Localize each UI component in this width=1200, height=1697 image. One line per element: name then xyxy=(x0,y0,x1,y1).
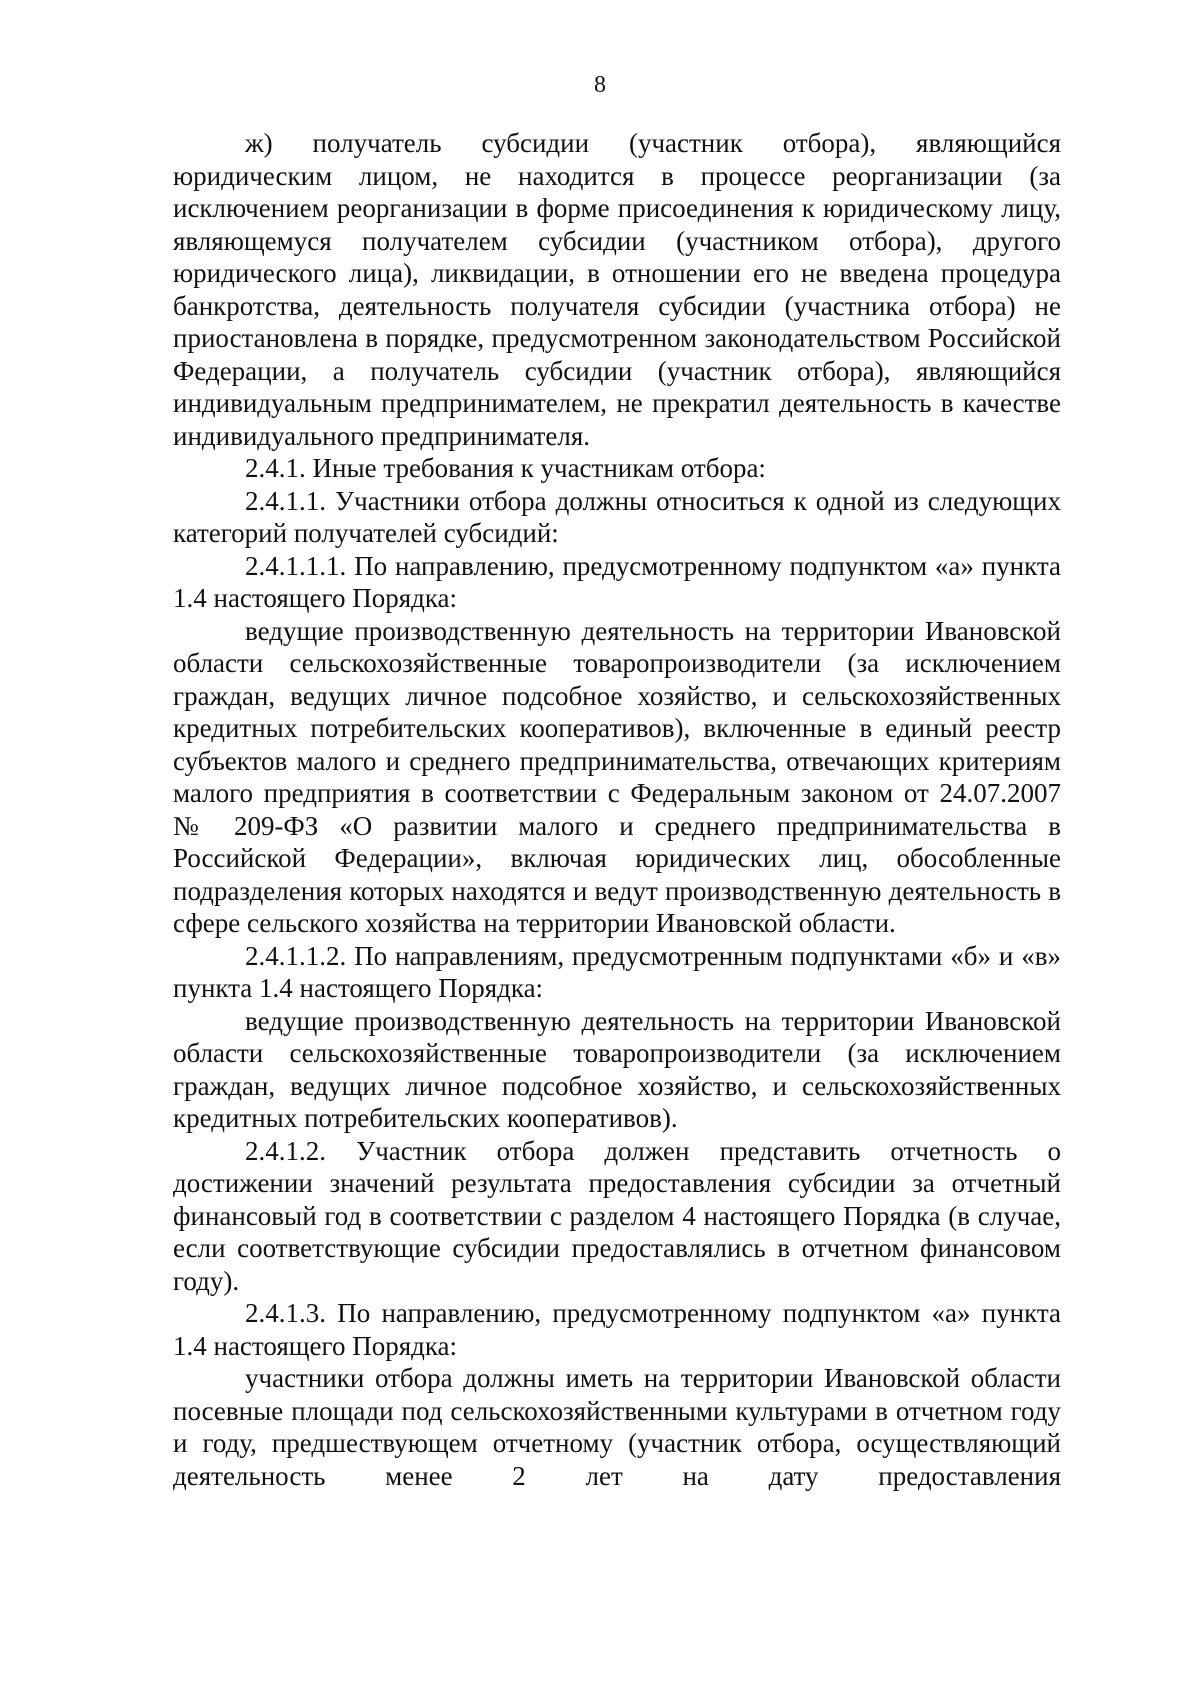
paragraph-zh-recipient-status: ж) получатель субсидии (участник отбора), являющийся юридическим лицом, не находится в процессе реорганизации (за исключением реорганизации в форме присоединения к юридическому лицу, являющемуся получателем субсидии (участником отбора), другого юридического лица), ликвидации, в отношении его не введена процедура банкротства, деятельность получателя субсидии (участника отбора) не приостановлена в порядке, предусмотренном законодательством Российской Федерации, а получатель субсидии (участник отбора), являющийся индивидуальным предпринимателем, не прекратил деятельность в качестве индивидуального предпринимателя. xyxy=(173,128,1061,451)
paragraph-small-enterprise-criteria: ведущие производственную деятельность на территории Ивановской области сельскохозяйственные товаропроизводители (за исключением граждан, ведущих личное подсобное хозяйство, и сельскохозяйственных кредитных потребительских кооперативов), включенные в единый реестр субъектов малого и среднего предпринимательства, отвечающих критериям малого предприятия в соответствии с Федеральным законом от 24.07.2007 № 209-ФЗ «О развитии малого и среднего предпринимательства в Российской Федерации», включая юридических лиц, обособленные подразделения которых находятся и ведут производственную деятельность в сфере сельского хозяйства на территории Ивановской области. xyxy=(173,615,1061,938)
paragraph-2-4-1: 2.4.1. Иные требования к участникам отбора: xyxy=(245,453,766,483)
paragraph-2-4-1-1-2: 2.4.1.1.2. По направлениям, предусмотренным подпунктами «б» и «в» пункта 1.4 настоящего Порядка: xyxy=(173,940,1061,1003)
paragraph-sown-areas: участники отбора должны иметь на территории Ивановской области посевные площади под сельскохозяйственными культурами в отчетном году и году, предшествующем отчетному (участник отбора, осуществляющий деятельность менее 2 лет на дату предоставления xyxy=(173,1363,1061,1491)
page-number: 8 xyxy=(594,72,606,98)
paragraph-2-4-1-1: 2.4.1.1. Участники отбора должны относиться к одной из следующих категорий получателей субсидий: xyxy=(173,485,1061,548)
document-body xyxy=(173,127,1061,1492)
paragraph-producers-criteria: ведущие производственную деятельность на территории Ивановской области сельскохозяйственные товаропроизводители (за исключением граждан, ведущих личное подсобное хозяйство, и сельскохозяйственных кредитных потребительских кооперативов). xyxy=(173,1005,1061,1133)
paragraph-2-4-1-1-1: 2.4.1.1.1. По направлению, предусмотренному подпунктом «а» пункта 1.4 настоящего Порядка: xyxy=(173,550,1061,613)
paragraph-2-4-1-2: 2.4.1.2. Участник отбора должен представить отчетность о достижении значений результата предоставления субсидии за отчетный финансовый год в соответствии с разделом 4 настоящего Порядка (в случае, если соответствующие субсидии предоставлялись в отчетном финансовом году). xyxy=(173,1135,1061,1296)
paragraph-2-4-1-3: 2.4.1.3. По направлению, предусмотренному подпунктом «а» пункта 1.4 настоящего Порядка: xyxy=(173,1298,1061,1361)
